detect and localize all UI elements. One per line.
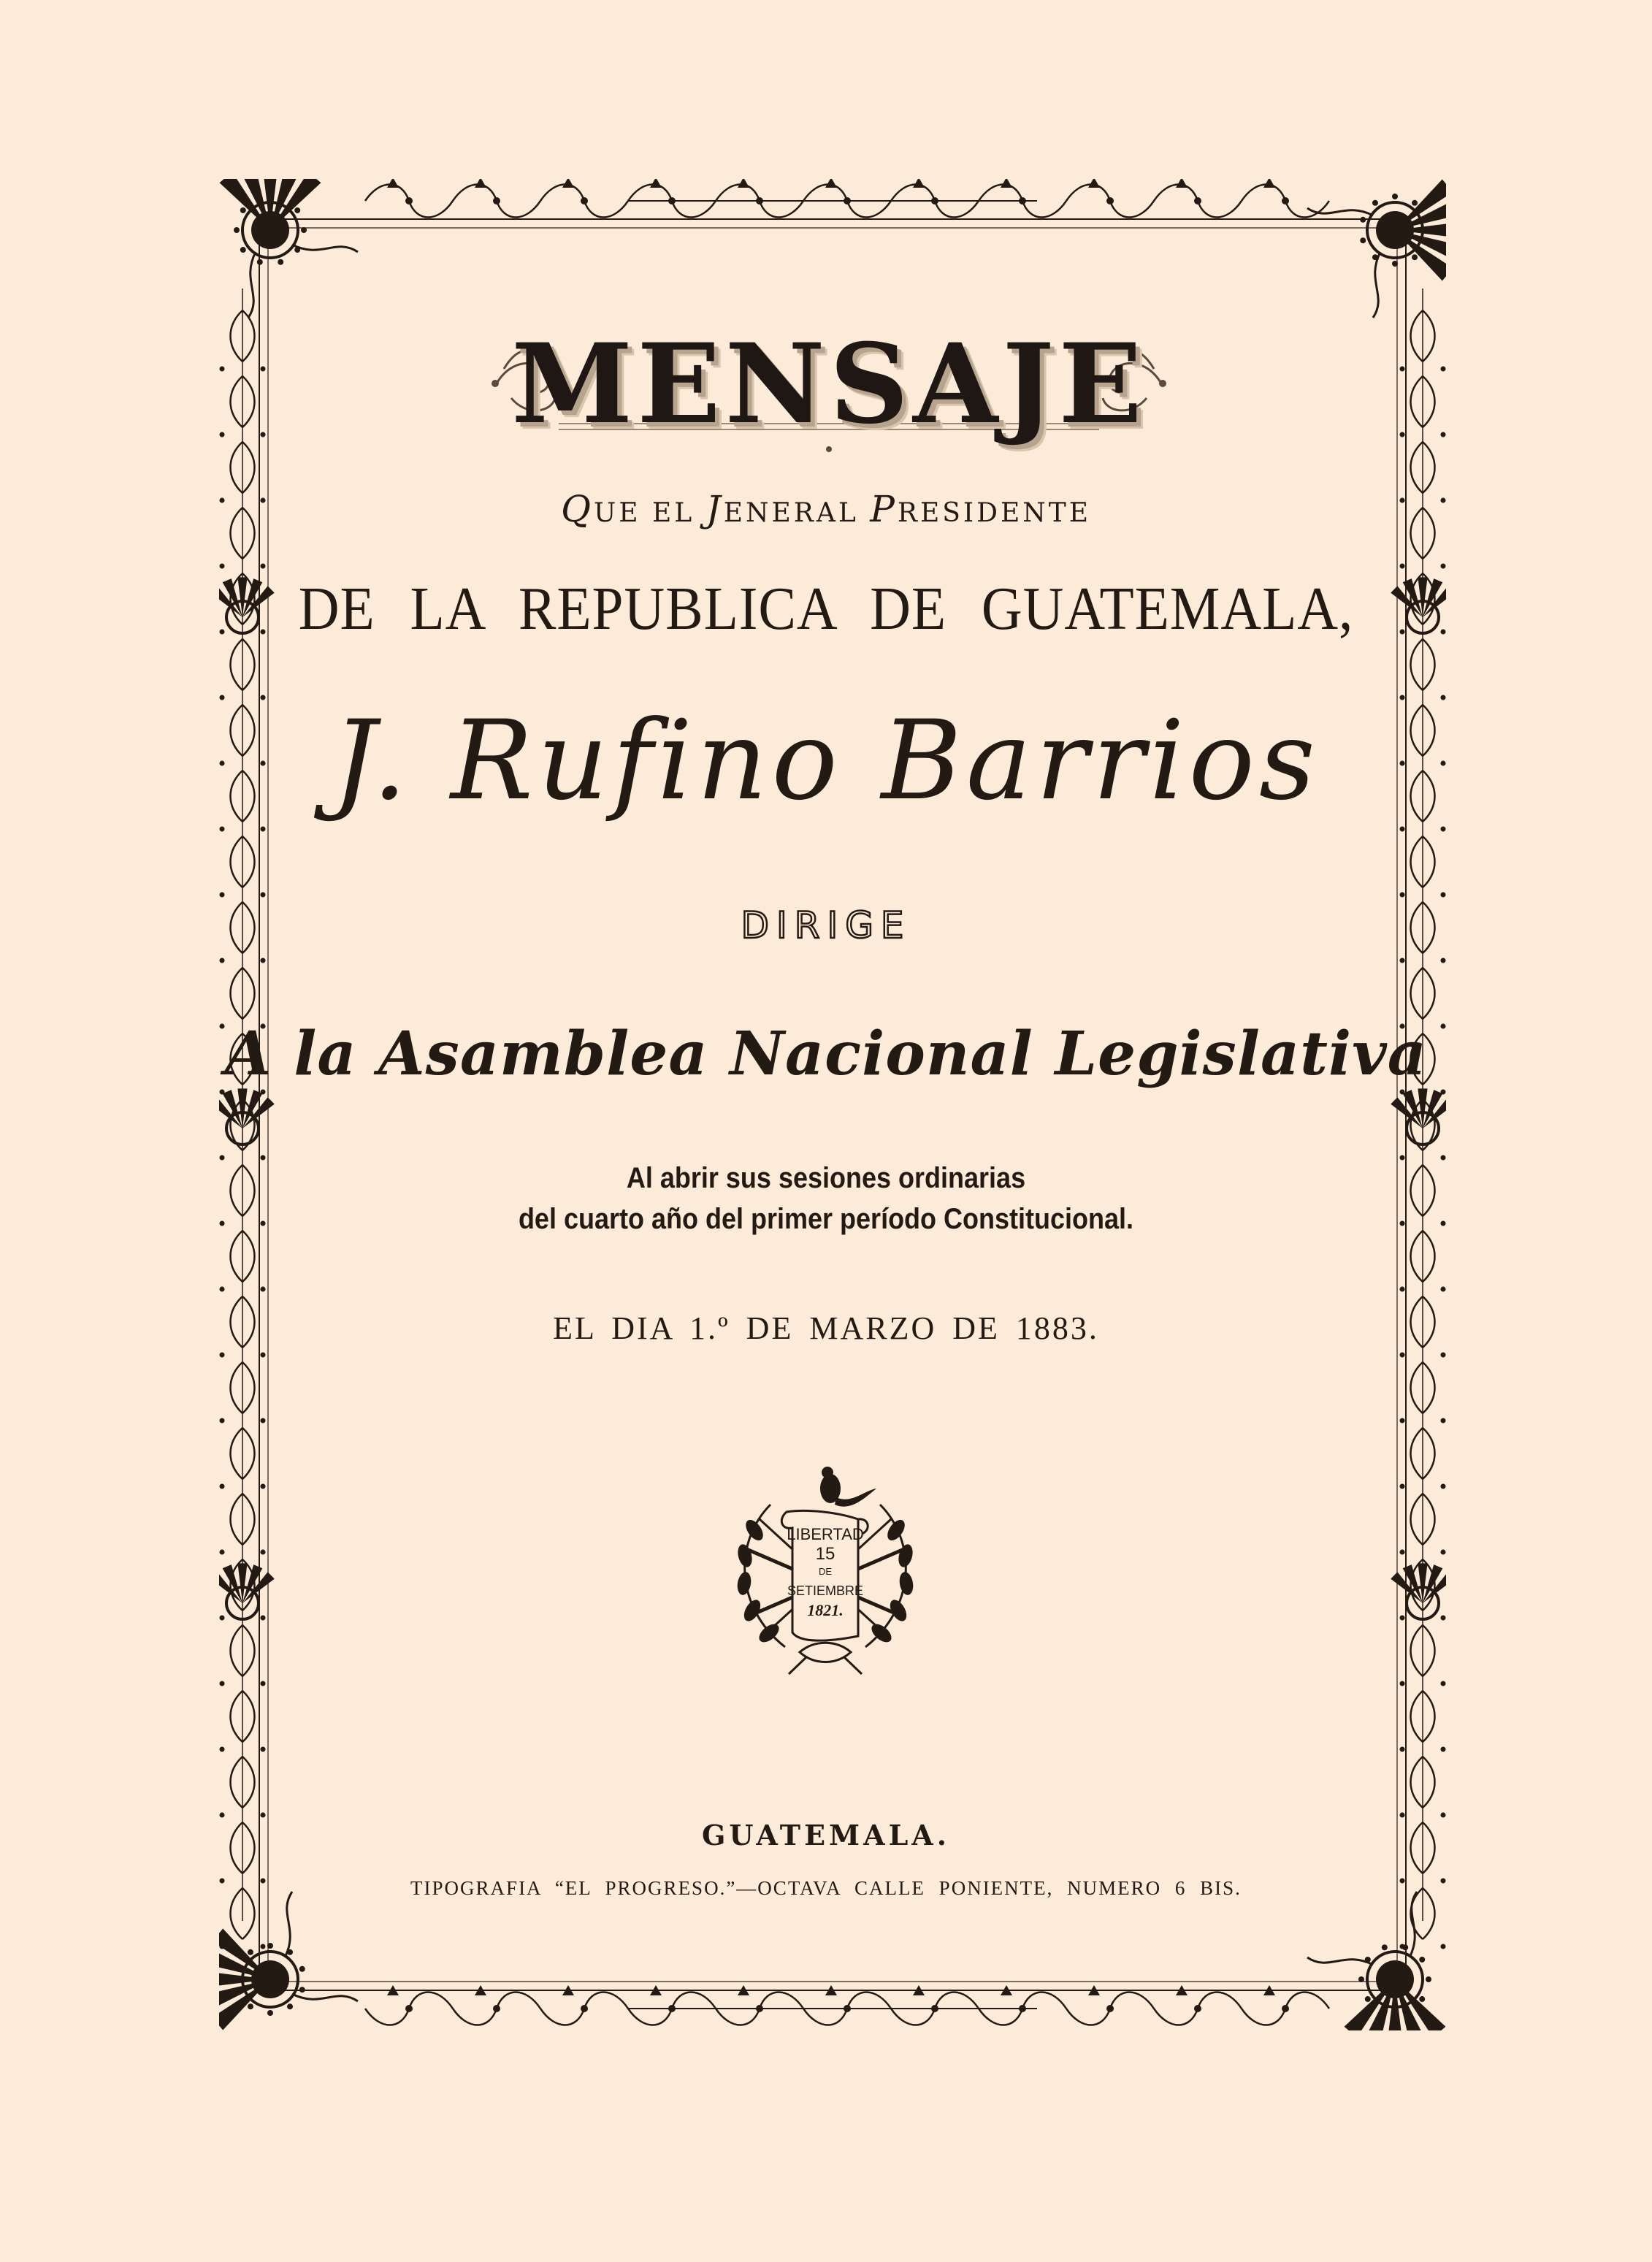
border-ornament-icon [219, 179, 1446, 2030]
subtitle-line-2: DE LA REPUBLICA DE GUATEMALA, [298, 575, 1354, 643]
ornamental-border [219, 179, 1446, 2030]
scroll-text-5: 1821. [807, 1601, 844, 1619]
occasion-line-2: del cuarto año del primer período Constitucional. [518, 1203, 1134, 1235]
main-title: MENSAJE [511, 320, 1147, 448]
scroll-text-2: 15 [815, 1544, 835, 1564]
verb-dirige: DIRIGE [741, 904, 911, 947]
occasion-line-1: Al abrir sus sesiones ordinarias [626, 1162, 1026, 1194]
imprint-city: GUATEMALA. [701, 1819, 951, 1852]
president-name: J. Rufino Barrios [332, 698, 1320, 825]
text-eneral: ENERAL [723, 498, 871, 528]
initial-j: J [705, 488, 724, 530]
initial-q: Q [560, 488, 594, 530]
text-que-el: UE EL [593, 498, 706, 528]
occasion-text [83, 1158, 1569, 1239]
scroll-text-3: DE [818, 1566, 833, 1577]
imprint-printer: TIPOGRAFIA “EL PROGRESO.”—OCTAVA CALLE PONIENTE, NUMERO 6 BIS. [410, 1877, 1242, 1899]
title-banner [482, 314, 1176, 453]
text-residente: RESIDENTE [897, 498, 1092, 528]
subtitle-line-1 [0, 488, 1652, 530]
initial-p: P [870, 488, 898, 530]
coat-of-arms-icon [719, 1461, 931, 1676]
recipient-line: A la Asamblea Nacional Legislativa [225, 1019, 1427, 1089]
scroll-text-4: SETIEMBRE [787, 1583, 864, 1598]
scroll-text-1: LIBERTAD [787, 1525, 864, 1543]
date-line: EL DIA 1.º DE MARZO DE 1883. [553, 1310, 1099, 1346]
coat-of-arms [719, 1461, 931, 1676]
